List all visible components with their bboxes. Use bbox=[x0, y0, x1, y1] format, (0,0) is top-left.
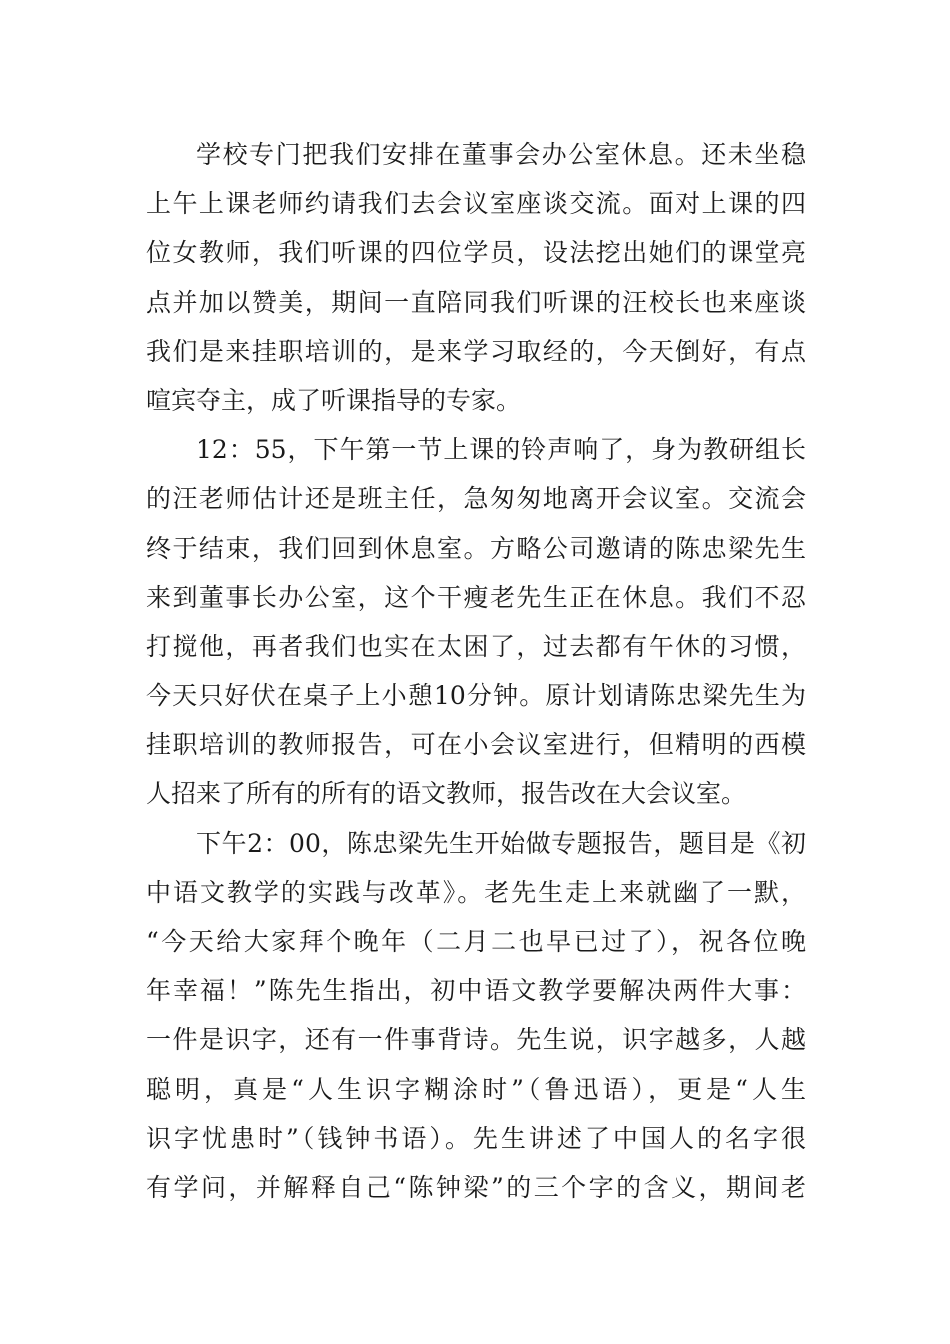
text-line: 终于结束，我们回到休息室。方略公司邀请的陈忠梁先生 bbox=[146, 533, 806, 563]
text-line: 12：55，下午第一节上课的铃声响了，身为教研组长 bbox=[196, 435, 806, 465]
text-line: 上午上课老师约请我们去会议室座谈交流。面对上课的四 bbox=[146, 189, 806, 219]
text-line: 打搅他，再者我们也实在太困了，过去都有午休的习惯， bbox=[146, 631, 806, 661]
text-line: 下午2：00，陈忠梁先生开始做专题报告，题目是《初 bbox=[196, 828, 806, 858]
text-line: 来到董事长办公室，这个干瘦老先生正在休息。我们不忍 bbox=[146, 582, 806, 612]
body-text bbox=[146, 130, 806, 1212]
text-line: 挂职培训的教师报告，可在小会议室进行，但精明的西模 bbox=[146, 730, 806, 760]
text-line: 聪明，真是“人生识字糊涂时”（鲁迅语），更是“人生 bbox=[146, 1074, 806, 1104]
text-line: 的汪老师估计还是班主任，急匆匆地离开会议室。交流会 bbox=[146, 484, 806, 514]
text-line: “今天给大家拜个晚年（二月二也早已过了），祝各位晚 bbox=[146, 927, 806, 956]
text-line: 中语文教学的实践与改革》。老先生走上来就幽了一默， bbox=[146, 877, 806, 907]
text-line: 年幸福！”陈先生指出，初中语文教学要解决两件大事： bbox=[146, 976, 806, 1006]
text-line: 我们是来挂职培训的，是来学习取经的，今天倒好，有点 bbox=[146, 336, 806, 366]
text-line: 点并加以赞美，期间一直陪同我们听课的汪校长也来座谈 bbox=[146, 287, 806, 317]
text-line: 位女教师，我们听课的四位学员，设法挖出她们的课堂亮 bbox=[146, 238, 806, 268]
text-line: 学校专门把我们安排在董事会办公室休息。还未坐稳 bbox=[196, 140, 806, 169]
text-line: 一件是识字，还有一件事背诗。先生说，识字越多，人越 bbox=[146, 1025, 806, 1055]
text-line: 有学问，并解释自己“陈钟梁”的三个字的含义，期间老 bbox=[146, 1172, 806, 1202]
text-line: 人招来了所有的所有的语文教师，报告改在大会议室。 bbox=[146, 779, 747, 809]
text-line: 识字忧患时”（钱钟书语）。先生讲述了中国人的名字很 bbox=[146, 1123, 806, 1153]
text-line: 喧宾夺主，成了听课指导的专家。 bbox=[146, 385, 522, 415]
text-line: 今天只好伏在桌子上小憩10分钟。原计划请陈忠梁先生为 bbox=[146, 681, 806, 711]
